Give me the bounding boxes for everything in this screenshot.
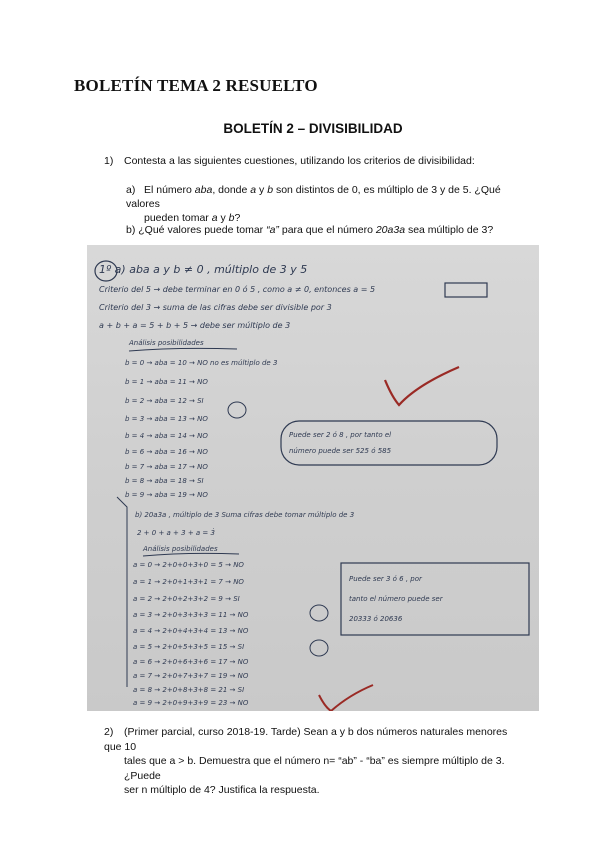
question-2-line1: (Primer parcial, curso 2018-19. Tarde) Sean a y b dos números naturales menores que 10 <box>104 726 508 753</box>
question-1a-text: , donde <box>212 184 251 196</box>
hw-line: b = 9 → aba = 19 → NO <box>125 491 208 499</box>
question-1b-text: sea múltiplo de 3? <box>405 224 494 236</box>
circle-mark <box>310 605 328 621</box>
hw-line: Criterio del 3 → suma de las cifras debe ser divisible por 3 <box>99 303 332 312</box>
hw-box-line: tanto el número puede ser <box>349 595 443 603</box>
hw-line: a = 4 → 2+0+4+3+4 = 13 → NO <box>133 627 249 635</box>
question-1b-text: para que el número <box>278 224 376 236</box>
hw-line: a = 8 → 2+0+8+3+8 = 21 → SI <box>133 686 245 694</box>
question-1a-text: son distintos de 0, es múltiplo de 3 y de 5. ¿Qué valores <box>126 184 501 210</box>
var-a: a <box>250 184 257 196</box>
question-1a-text: y <box>217 212 229 224</box>
underline-mark <box>129 348 237 351</box>
question-1a-text: y <box>256 184 268 196</box>
check-mark-icon <box>319 685 373 711</box>
question-1a <box>126 183 516 225</box>
var-20a3a: 20a3a <box>375 224 406 236</box>
hw-line: b) 20a3a , múltiplo de 3 Suma cifras debe tomar múltiplo de 3 <box>135 511 355 519</box>
question-1-number: 1) <box>104 155 114 167</box>
section-title: BOLETÍN 2 – DIVISIBILIDAD <box>223 121 403 136</box>
handwritten-solution-photo <box>87 245 539 711</box>
hw-line: a = 7 → 2+0+7+3+7 = 19 → NO <box>133 672 249 680</box>
var-a-quoted: “a” <box>266 224 279 236</box>
hw-line: b = 3 → aba = 13 → NO <box>125 415 208 423</box>
hw-line: b = 4 → aba = 14 → NO <box>125 432 208 440</box>
hw-line: Análisis posibilidades <box>143 545 218 553</box>
question-2 <box>104 725 524 798</box>
hw-line: Análisis posibilidades <box>129 339 204 347</box>
question-1a-text: ? <box>234 212 241 224</box>
hw-box-line: Puede ser 3 ó 6 , por <box>349 575 422 583</box>
hw-line: a = 5 → 2+0+5+3+5 = 15 → SI <box>133 643 245 651</box>
underline-mark <box>143 553 239 556</box>
question-1 <box>104 154 475 168</box>
hw-line: 1º a) aba a y b ≠ 0 , múltiplo de 3 y 5 <box>99 263 308 276</box>
hw-line: b = 8 → aba = 18 → SI <box>125 477 204 485</box>
hw-box-line: Puede ser 2 ó 8 , por tanto el <box>289 431 392 439</box>
hw-line: b = 6 → aba = 16 → NO <box>125 448 208 456</box>
var-b: b <box>267 184 274 196</box>
question-1a-label: a) <box>126 184 136 196</box>
question-2-line3: ser n múltiplo de 4? Justifica la respuesta. <box>124 784 320 796</box>
hw-line: a = 9 → 2+0+9+3+9 = 23 → NO <box>133 699 249 707</box>
hw-box-line: número puede ser 525 ó 585 <box>289 447 392 455</box>
hw-line: 2 + 0 + a + 3 + a = 3̇ <box>137 529 215 537</box>
check-mark-icon <box>385 367 459 405</box>
answer-box <box>445 283 487 297</box>
hw-line: a = 2 → 2+0+2+3+2 = 9 → SI <box>133 595 240 603</box>
hw-line: a = 6 → 2+0+6+3+6 = 17 → NO <box>133 658 249 666</box>
var-b: b <box>228 212 235 224</box>
main-title: BOLETÍN TEMA 2 RESUELTO <box>74 76 318 95</box>
question-1a-text: El número <box>144 184 195 196</box>
bracket-mark <box>117 497 127 687</box>
hw-line: b = 7 → aba = 17 → NO <box>125 463 208 471</box>
question-1b <box>126 223 493 237</box>
circle-mark <box>228 402 246 418</box>
question-2-line2: tales que a > b. Demuestra que el número n= “ab” - “ba” es siempre múltiplo de 3. ¿Puede <box>124 755 505 782</box>
var-a: a <box>211 212 218 224</box>
question-1-text: Contesta a las siguientes cuestiones, utilizando los criterios de divisibilidad: <box>124 155 475 167</box>
hw-box-line: 20333 ó 20636 <box>349 615 403 623</box>
circle-mark <box>310 640 328 656</box>
hw-line: a + b + a = 5 + b + 5 → debe ser múltiplo de 3 <box>99 321 291 330</box>
question-1a-text: pueden tomar <box>144 212 212 224</box>
hw-line: a = 3 → 2+0+3+3+3 = 11 → NO <box>133 611 249 619</box>
hw-line: a = 1 → 2+0+1+3+1 = 7 → NO <box>133 578 244 586</box>
var-aba: aba <box>194 184 213 196</box>
question-2-number: 2) <box>104 726 114 738</box>
answer-box-a <box>281 421 497 465</box>
hw-line: a = 0 → 2+0+0+3+0 = 5 → NO <box>133 561 244 569</box>
hw-line: b = 1 → aba = 11 → NO <box>125 378 208 386</box>
question-1b-label: b) <box>126 224 136 236</box>
hw-line: Criterio del 5 → debe terminar en 0 ó 5 , como a ≠ 0, entonces a = 5 <box>99 285 376 294</box>
question-1b-text: ¿Qué valores puede tomar <box>138 224 267 236</box>
hw-line: b = 0 → aba = 10 → NO no es múltiplo de 3 <box>125 359 278 367</box>
hw-line: b = 2 → aba = 12 → SI <box>125 397 204 405</box>
